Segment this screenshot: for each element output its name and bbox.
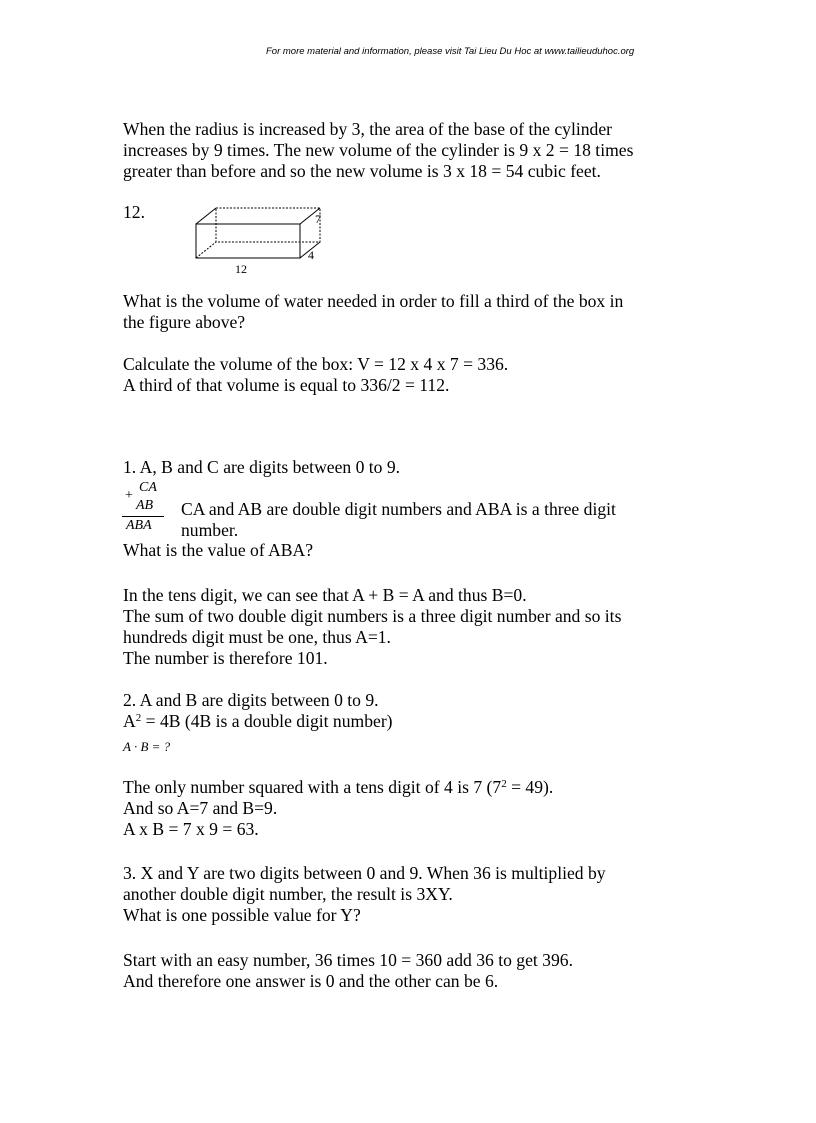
p2-sol-post: = 49). — [506, 777, 554, 797]
sum-middle: AB — [136, 498, 154, 513]
p2-question: A · B = ? — [123, 739, 171, 754]
p2-solution-2: And so A=7 and B=9. — [123, 798, 278, 818]
box-figure — [190, 204, 330, 278]
box-edge-tl — [196, 208, 216, 224]
height-label: 7 — [315, 212, 321, 226]
sum-plus: + — [125, 488, 133, 503]
p2-eq-rest: = 4B (4B is a double digit number) — [141, 711, 393, 731]
p3-solution-2: And therefore one answer is 0 and the other can be 6. — [123, 971, 499, 991]
q12-question-1: What is the volume of water needed in order to fill a third of the box in — [123, 291, 624, 311]
p3-line-3: What is one possible value for Y? — [123, 905, 361, 925]
q12-number: 12. — [123, 202, 145, 222]
p3-line-2: another double digit number, the result is 3XY. — [123, 884, 453, 904]
p2-eq-base: A — [123, 711, 136, 731]
p1-desc-2: number. — [181, 520, 239, 540]
p1-solution-2: The sum of two double digit numbers is a three digit number and so its — [123, 606, 622, 626]
q12-answer-2: A third of that volume is equal to 336/2 = 112. — [123, 375, 450, 395]
p2-title: 2. A and B are digits between 0 to 9. — [123, 690, 379, 710]
p2-solution-3: A x B = 7 x 9 = 63. — [123, 819, 259, 839]
p1-desc-1: CA and AB are double digit numbers and ABA is a three digit — [181, 499, 616, 519]
p2-sol-exponent: 2 — [501, 778, 507, 790]
p3-line-1: 3. X and Y are two digits between 0 and 9. When 36 is multiplied by — [123, 863, 606, 883]
intro-line-1: When the radius is increased by 3, the area of the base of the cylinder — [123, 119, 613, 139]
intro-line-3: greater than before and so the new volume is 3 x 18 = 54 cubic feet. — [123, 161, 601, 181]
p2-sol-pre: The only number squared with a tens digit of 4 is 7 (7 — [123, 777, 502, 797]
p2-eq-exponent: 2 — [135, 712, 142, 724]
box-back-face — [216, 208, 320, 242]
page-header: For more material and information, please visit Tai Lieu Du Hoc at www.tailieuduhoc.org — [266, 46, 635, 57]
q12-question-2: the figure above? — [123, 312, 246, 332]
p1-solution-1: In the tens digit, we can see that A + B = A and thus B=0. — [123, 585, 527, 605]
box-front-face — [196, 224, 300, 258]
box-diagram — [190, 204, 330, 278]
depth-label: 4 — [308, 248, 314, 262]
p1-solution-4: The number is therefore 101. — [123, 648, 328, 668]
box-edge-bl — [196, 242, 216, 258]
p1-solution-3: hundreds digit must be one, thus A=1. — [123, 627, 391, 647]
sum-rule — [122, 516, 164, 517]
p2-solution-1 — [123, 777, 553, 798]
p2-equation — [123, 711, 393, 732]
p1-title: 1. A, B and C are digits between 0 to 9. — [123, 457, 401, 477]
sum-result: ABA — [126, 518, 152, 533]
intro-line-2: increases by 9 times. The new volume of the cylinder is 9 x 2 = 18 times — [123, 140, 634, 160]
width-label: 12 — [235, 262, 247, 276]
p3-solution-1: Start with an easy number, 36 times 10 = 360 add 36 to get 396. — [123, 950, 573, 970]
p1-question: What is the value of ABA? — [123, 540, 314, 560]
sum-top: CA — [139, 480, 157, 495]
q12-answer-1: Calculate the volume of the box: V = 12 x 4 x 7 = 336. — [123, 354, 509, 374]
